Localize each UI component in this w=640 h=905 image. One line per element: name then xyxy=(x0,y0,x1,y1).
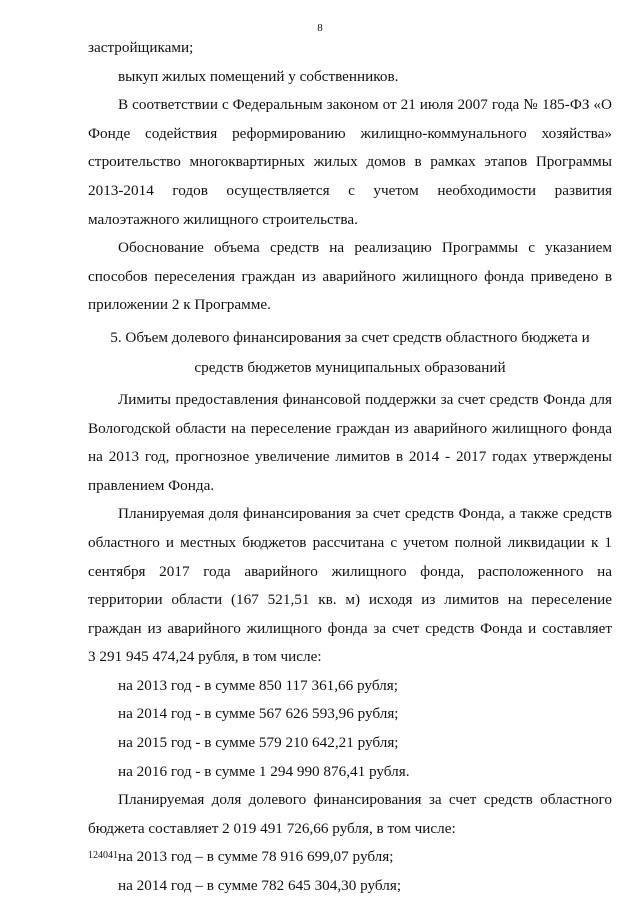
list-item: на 2013 год - в сумме 850 117 361,66 рубля; xyxy=(118,676,398,694)
list-item: на 2014 год – в сумме 782 645 304,30 рубля; xyxy=(118,877,402,895)
document-body xyxy=(88,34,612,901)
text-line: Планируемая доля финансирования за счет средств Фонда, а также средств xyxy=(118,505,612,523)
text-line: бюджета составляет 2 019 491 726,66 рубля, в том числе: xyxy=(88,819,456,837)
text-line: сентября 2017 года аварийного жилищного фонда, расположенного на xyxy=(88,562,612,580)
text-line: Обоснование объема средств на реализацию Программы с указанием xyxy=(118,239,612,257)
text-line: 3 291 945 474,24 рубля, в том числе: xyxy=(88,648,322,666)
text-line: на 2013 год, прогнозное увеличение лимитов в 2014 - 2017 годах утверждены xyxy=(88,448,612,466)
text-line: Лимиты предоставления финансовой поддержки за счет средств Фонда для xyxy=(118,390,612,408)
text-line: Планируемая доля долевого финансирования за счет средств областного xyxy=(118,791,612,809)
text-line: способов переселения граждан из аварийного жилищного фонда приведено в xyxy=(88,267,612,285)
list-item: на 2015 год - в сумме 579 210 642,21 рубля; xyxy=(118,734,399,752)
text-line: застройщиками; xyxy=(88,39,194,56)
heading-line: 5. Объем долевого финансирования за счет средств областного бюджета и xyxy=(110,328,590,346)
text-line: Фонде содействия реформированию жилищно-коммунального хозяйства» xyxy=(88,124,612,142)
text-line: территории области (167 521,51 кв. м) исходя из лимитов на переселение xyxy=(88,591,612,609)
text-line: В соответствии с Федеральным законом от 21 июля 2007 года № 185-ФЗ «О xyxy=(118,96,612,114)
list-item: на 2014 год - в сумме 567 626 593,96 рубля; xyxy=(118,705,399,723)
page-number: 8 xyxy=(317,22,323,34)
heading-line: средств бюджетов муниципальных образований xyxy=(194,358,506,376)
text-line: приложении 2 к Программе. xyxy=(88,296,271,314)
text-line: правлением Фонда. xyxy=(88,476,215,494)
list-item: на 2016 год - в сумме 1 294 990 876,41 рубля. xyxy=(118,762,410,780)
text-line: малоэтажного жилищного строительства. xyxy=(88,210,358,228)
text-line: 2013-2014 годов осуществляется с учетом необходимости развития xyxy=(88,181,612,199)
list-item: на 2013 год – в сумме 78 916 699,07 рубля; xyxy=(118,848,394,866)
text-line: Вологодской области на переселение граждан из аварийного жилищного фонда xyxy=(88,419,612,437)
text-line: строительство многоквартирных жилых домов в рамках этапов Программы xyxy=(88,153,612,171)
text-line: областного и местных бюджетов рассчитана с учетом полной ликвидации к 1 xyxy=(88,533,612,551)
text-line: граждан из аварийного жилищного фонда за счет средств Фонда и составляет xyxy=(88,619,612,637)
footer-code: 124041 xyxy=(88,850,118,861)
section-heading xyxy=(88,320,612,386)
text-line: выкуп жилых помещений у собственников. xyxy=(118,67,399,85)
